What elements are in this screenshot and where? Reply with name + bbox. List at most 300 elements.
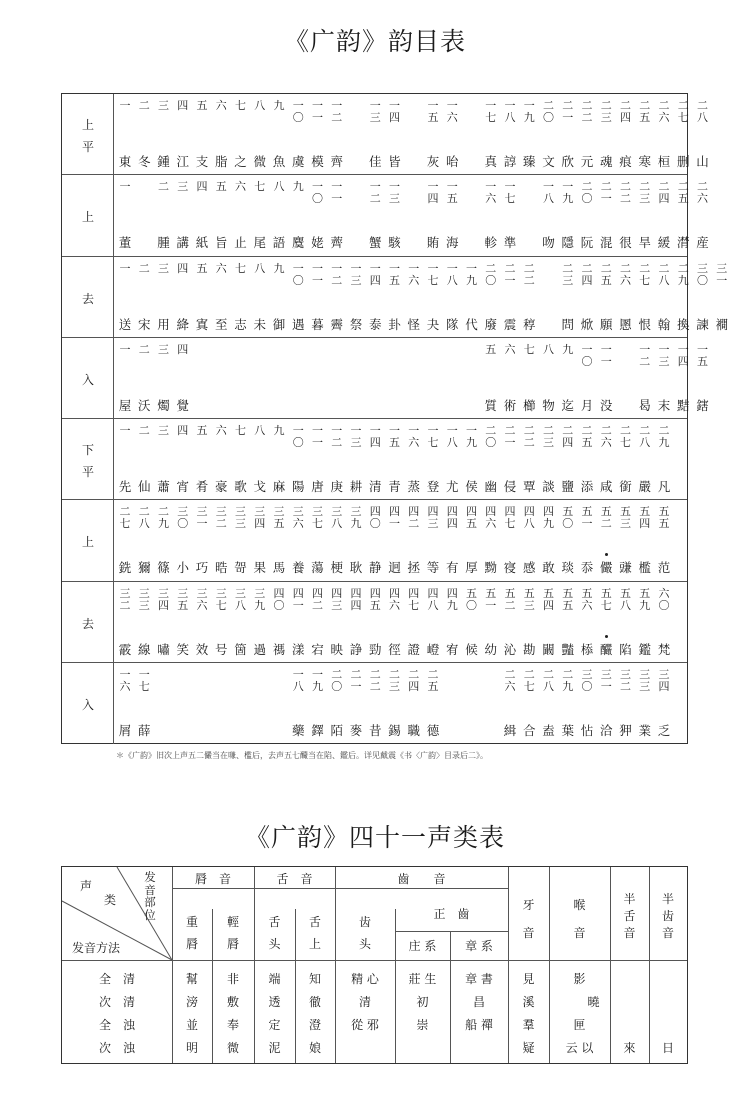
rhyme-char: 霰 xyxy=(118,641,132,657)
rhyme-number: 一 六 xyxy=(446,99,458,124)
rhyme-number: 五 七 xyxy=(600,586,612,612)
initial-cell: 透 xyxy=(268,995,281,1009)
initial-cell: 定 xyxy=(268,1018,281,1032)
rhyme-char: 燭 xyxy=(157,397,170,413)
initial-cell: 崇 xyxy=(416,1018,429,1032)
rhyme-number: 三 五 xyxy=(273,505,285,531)
tone-label xyxy=(62,338,114,418)
col-zhuangxi: 庄 系 xyxy=(408,939,437,953)
rhyme-char: 笑 xyxy=(176,641,189,657)
rhyme-number: 四 一 xyxy=(292,586,304,612)
rhyme-number: 八 xyxy=(254,424,266,437)
rhyme-number: 四 二 xyxy=(408,505,420,531)
rhyme-number: 三 二 xyxy=(215,505,227,531)
rhyme-number: 一 二 xyxy=(331,99,343,124)
rhyme-number: 二 二 xyxy=(620,180,631,206)
table1-title: 《广韵》韵目表 xyxy=(283,27,466,56)
rhyme-number: 一 九 xyxy=(562,180,574,206)
rhyme-number: 一 一 xyxy=(312,424,323,449)
rhyme-number: 一 xyxy=(119,424,131,437)
initial-cell: 娘 xyxy=(308,1041,321,1055)
rhyme-char: 勘 xyxy=(522,641,536,657)
rhyme-char: 養 xyxy=(291,560,305,576)
rhyme-number: 二 九 xyxy=(658,424,670,449)
rhyme-char: 代 xyxy=(465,316,478,332)
rhyme-number: 二 五 xyxy=(600,261,612,287)
rhyme-number: 二 一 xyxy=(504,424,516,449)
rhyme-char: 祭 xyxy=(349,316,363,332)
rhyme-char: 肴 xyxy=(195,479,209,494)
rhyme-char: 證 xyxy=(407,641,420,657)
rhyme-number: 四 二 xyxy=(312,586,323,612)
rhyme-number: 一 三 xyxy=(350,424,362,449)
rhyme-number: 二 xyxy=(138,424,150,437)
col-houyin: 喉 音 xyxy=(573,898,586,940)
rhyme-number: 二 〇 xyxy=(485,261,497,287)
initial-cell: 明 xyxy=(185,1041,198,1055)
rhyme-char: 釅 xyxy=(599,641,613,657)
initial-cell: 徹 xyxy=(308,995,321,1009)
rhyme-number: 一 八 xyxy=(543,180,554,206)
rhyme-char: 卦 xyxy=(388,316,401,332)
rhyme-number: 二 一 xyxy=(504,261,516,287)
rhyme-number: 六 xyxy=(215,99,227,112)
rhyme-number: 一 三 xyxy=(369,99,381,124)
rhyme-number: 四 八 xyxy=(523,505,535,531)
rhyme-number: 三 七 xyxy=(312,505,323,531)
rhyme-char: 怪 xyxy=(407,316,420,332)
col-sheshang: 舌 上 xyxy=(308,915,321,951)
rhyme-char: 齊 xyxy=(330,154,343,169)
rhyme-char: 徑 xyxy=(388,641,401,657)
rhyme-number: 一 〇 xyxy=(292,424,304,449)
rhyme-number: 二 四 xyxy=(620,99,631,124)
rhyme-number: 一 七 xyxy=(138,667,150,693)
rhyme-number: 一 〇 xyxy=(292,261,304,287)
rhyme-number: 八 xyxy=(543,342,554,356)
rhyme-char: 鑑 xyxy=(638,641,651,657)
rhyme-char: 侯 xyxy=(465,479,478,494)
rhyme-char: 準 xyxy=(503,235,517,251)
rhyme-char: 幼 xyxy=(484,641,497,657)
rhyme-char: 止 xyxy=(234,235,247,251)
rhyme-number: 二 二 xyxy=(369,667,381,693)
rhyme-char: 遇 xyxy=(291,316,305,332)
initial-cell: 非 xyxy=(226,972,239,986)
col-banshe: 半 舌 音 xyxy=(623,892,636,940)
rhyme-char: 薛 xyxy=(137,722,151,738)
marker-dot xyxy=(605,553,608,556)
rhyme-number: 一 〇 xyxy=(581,342,593,368)
tone-char: 平 xyxy=(81,140,94,154)
col-chitou: 齿 头 xyxy=(358,915,371,951)
group-zhengchi: 正 齒 xyxy=(433,907,470,921)
tone-label xyxy=(62,582,114,662)
rhyme-number: 一 五 xyxy=(427,99,439,124)
rhyme-number: 四 xyxy=(177,424,189,437)
rhyme-number: 一 七 xyxy=(427,424,439,449)
rhyme-number: 三 xyxy=(158,342,169,356)
rhyme-char: 忝 xyxy=(580,560,594,576)
rhyme-char: 賄 xyxy=(426,235,440,251)
rhyme-number: 三 四 xyxy=(158,586,169,612)
rhyme-char: 阮 xyxy=(580,235,594,251)
rhyme-number: 二 〇 xyxy=(485,424,497,449)
rhyme-number: 一 五 xyxy=(446,180,458,206)
rhyme-char: 銜 xyxy=(619,479,632,494)
rhyme-number: 四 六 xyxy=(485,505,497,531)
rhyme-char: 潸 xyxy=(676,235,690,251)
rhyme-number: 一 四 xyxy=(369,261,381,287)
rhyme-row xyxy=(62,94,709,175)
rhyme-char: 篠 xyxy=(157,560,170,576)
rhyme-number: 四 一 xyxy=(389,505,400,531)
rhyme-number: 一 九 xyxy=(466,261,477,287)
rhyme-char: 有 xyxy=(445,560,459,576)
rhyme-char: 緩 xyxy=(657,235,671,251)
rhyme-number: 二 九 xyxy=(158,505,169,531)
rhyme-char: 小 xyxy=(176,560,189,576)
rhyme-char: 月 xyxy=(580,397,594,413)
rhyme-char: 泰 xyxy=(368,316,382,332)
rhyme-char: 梵 xyxy=(657,641,671,657)
rhyme-char: 感 xyxy=(522,560,536,576)
rhyme-char: 海 xyxy=(445,235,459,251)
rhyme-number: 二 五 xyxy=(677,180,689,206)
initial-cell: 澄 xyxy=(308,1018,321,1032)
rhyme-number: 七 xyxy=(235,261,246,275)
rhyme-char: 鹽 xyxy=(561,479,574,494)
rhyme-char: 職 xyxy=(407,722,420,738)
rhyme-number: 二 〇 xyxy=(331,667,343,693)
rhyme-number: 一 〇 xyxy=(312,180,323,206)
col-zhongchun: 重 脣 xyxy=(185,915,198,951)
rhyme-number: 二 一 xyxy=(600,180,612,206)
rhyme-char: 寑 xyxy=(503,560,517,576)
rhyme-number: 五 八 xyxy=(620,586,631,612)
rhyme-number: 六 xyxy=(215,261,227,275)
rhyme-char: 蕭 xyxy=(157,479,170,494)
rhyme-char: 物 xyxy=(542,397,555,413)
rhyme-char: 登 xyxy=(426,479,440,494)
col-shetou: 舌 头 xyxy=(268,915,281,951)
rhyme-char: 隊 xyxy=(445,316,459,332)
rhyme-number: 二 七 xyxy=(523,667,535,693)
rhyme-char: 宥 xyxy=(445,641,459,657)
rhyme-char: 候 xyxy=(465,641,478,657)
rhyme-number: 九 xyxy=(562,342,574,356)
rhyme-char: 咍 xyxy=(445,154,459,169)
rhyme-number: 一 二 xyxy=(639,342,651,368)
rhyme-char: 咸 xyxy=(599,479,613,494)
rhyme-number: 二 三 xyxy=(600,99,612,124)
tone-char: 入 xyxy=(81,372,94,387)
tone-label xyxy=(62,419,114,499)
rhyme-number: 三 五 xyxy=(177,586,189,612)
rhyme-number: 四 六 xyxy=(389,586,400,612)
tone-label xyxy=(62,500,114,580)
rhyme-number: 一 九 xyxy=(523,99,535,124)
rhyme-number: 一 八 xyxy=(446,261,458,287)
rhyme-char: 敢 xyxy=(542,560,555,576)
rhyme-number: 二 二 xyxy=(581,99,593,124)
rhyme-char: 寘 xyxy=(195,316,209,332)
rhyme-char: 檻 xyxy=(638,560,651,576)
rhyme-number: 三 八 xyxy=(331,505,343,531)
initial-cell: 匣 xyxy=(573,1018,586,1032)
rhyme-char: 屑 xyxy=(118,722,132,738)
rhyme-number: 二 四 xyxy=(581,261,593,287)
rhyme-row xyxy=(62,582,687,663)
rhyme-number: 一 七 xyxy=(485,99,497,124)
rhyme-char: 桓 xyxy=(657,154,671,169)
rhyme-row xyxy=(62,257,728,338)
rhyme-number: 五 xyxy=(196,99,208,112)
group-sheyin: 舌 音 xyxy=(276,872,313,886)
rhyme-char: 青 xyxy=(388,479,401,494)
rhyme-char: 怗 xyxy=(580,722,594,738)
rhyme-number: 五 四 xyxy=(639,505,651,531)
tone-label xyxy=(62,663,114,744)
corner-buwei: 发 音 部 位 xyxy=(144,870,156,922)
initial-cell: 莊 生 xyxy=(408,972,437,986)
rhyme-number: 五 〇 xyxy=(466,586,477,612)
rhyme-char: 厚 xyxy=(465,560,478,576)
rhyme-char: 勁 xyxy=(368,641,382,657)
rhyme-char: 震 xyxy=(503,316,517,332)
rhyme-number: 一 四 xyxy=(677,342,689,368)
rhyme-number: 二 八 xyxy=(658,261,670,287)
rhyme-char: 梗 xyxy=(330,560,343,576)
rhyme-number: 四 四 xyxy=(446,505,458,531)
rhyme-char: 業 xyxy=(638,722,651,738)
rhyme-char: 沃 xyxy=(137,397,151,413)
rhyme-row xyxy=(62,338,709,419)
rhyme-char: 幽 xyxy=(484,479,497,494)
tone-char: 入 xyxy=(81,697,94,712)
rhyme-char: 迄 xyxy=(561,397,574,413)
rhyme-char: 欣 xyxy=(561,154,574,169)
rhyme-number: 四 四 xyxy=(350,586,362,612)
rhyme-char: 支 xyxy=(195,154,209,169)
rhyme-char: 緝 xyxy=(503,722,517,738)
rhyme-number: 一 xyxy=(119,342,131,356)
rhyme-number: 二 xyxy=(138,342,150,356)
rhyme-char: 講 xyxy=(176,235,189,251)
rhyme-char: 昔 xyxy=(368,722,382,738)
rhyme-number: 二 二 xyxy=(523,424,535,449)
rhyme-char: 德 xyxy=(426,722,440,738)
rhyme-char: 屋 xyxy=(118,397,132,413)
rhyme-char: 寒 xyxy=(638,154,651,169)
rhyme-number: 一 六 xyxy=(408,261,420,287)
rhyme-number: 一 三 xyxy=(389,180,400,206)
rhyme-char: 葉 xyxy=(561,722,574,738)
rhyme-char: 陽 xyxy=(291,479,305,494)
rhyme-number: 二 〇 xyxy=(543,99,554,124)
rhyme-number: 三 xyxy=(158,261,169,275)
rhyme-number: 六 〇 xyxy=(658,586,670,612)
rhyme-char: 旱 xyxy=(638,235,651,251)
rhyme-char: 先 xyxy=(118,479,132,494)
rhyme-char: 覺 xyxy=(176,397,189,413)
rhyme-number: 二 四 xyxy=(658,180,670,206)
rhyme-char: 董 xyxy=(118,235,132,251)
initial-cell: 日 xyxy=(661,1041,674,1055)
rhyme-number: 四 〇 xyxy=(369,505,381,531)
rhyme-char: 霽 xyxy=(330,316,343,332)
rhyme-char: 箇 xyxy=(234,641,247,657)
rhyme-number: 一 八 xyxy=(504,99,516,124)
initial-cell: 見 xyxy=(522,972,535,986)
rhyme-char: 江 xyxy=(176,154,189,169)
rhyme-number: 一 四 xyxy=(389,99,400,124)
initial-cell: 敷 xyxy=(226,995,239,1009)
rhyme-char: 闞 xyxy=(542,641,555,657)
col-qingchun: 輕 脣 xyxy=(226,915,239,951)
rhyme-char: 麻 xyxy=(272,479,286,494)
rhyme-number: 二 五 xyxy=(427,667,439,693)
rhyme-char: 宕 xyxy=(311,641,324,657)
rhyme-number: 二 一 xyxy=(350,667,362,693)
rhyme-char: 之 xyxy=(234,154,247,169)
rhyme-char: 絳 xyxy=(176,316,189,332)
initial-cell: 章 書 xyxy=(465,972,493,986)
rhyme-char: 哿 xyxy=(234,560,247,576)
rhyme-number: 二 九 xyxy=(677,261,689,287)
rhyme-number: 一 八 xyxy=(292,667,304,693)
corner-sheng: 声 xyxy=(80,879,93,893)
rhyme-number: 一 二 xyxy=(369,180,381,206)
rhyme-char: 銑 xyxy=(118,560,132,576)
rhyme-number: 三 一 xyxy=(196,505,208,531)
rhyme-char: 侵 xyxy=(503,479,517,494)
rhyme-char: 狎 xyxy=(619,722,632,738)
rhyme-number: 四 xyxy=(177,342,189,356)
rhyme-number: 三 七 xyxy=(215,586,227,612)
rhyme-number: 二 四 xyxy=(408,667,420,693)
corner-lei: 类 xyxy=(104,893,117,907)
rhyme-number: 七 xyxy=(235,99,246,112)
rhyme-char: 問 xyxy=(561,316,574,332)
rhyme-char: 旨 xyxy=(214,235,228,251)
rhyme-number: 一 九 xyxy=(466,424,477,449)
rhyme-char: 豪 xyxy=(214,479,228,494)
rhyme-number: 三 xyxy=(158,99,169,112)
rhyme-char: 等 xyxy=(426,560,440,576)
rhyme-char: 混 xyxy=(599,235,613,251)
rhyme-char: 魂 xyxy=(599,154,613,169)
rhyme-number: 一 五 xyxy=(389,261,400,287)
rhyme-char: 脂 xyxy=(214,154,228,169)
initial-cell: 並 xyxy=(185,1018,198,1032)
rhyme-number: 三 〇 xyxy=(177,505,189,531)
rhyme-number: 一 〇 xyxy=(292,99,304,124)
rhyme-number: 四 xyxy=(177,261,189,275)
rhyme-number: 四 八 xyxy=(427,586,439,612)
rhyme-char: 稕 xyxy=(522,316,536,332)
rhyme-char: 没 xyxy=(599,397,613,413)
rhyme-number: 五 三 xyxy=(523,586,535,612)
rhyme-char: 乏 xyxy=(657,722,671,738)
rhyme-number: 五 五 xyxy=(562,586,574,612)
rhyme-char: 仙 xyxy=(137,479,151,494)
rhyme-number: 五 五 xyxy=(658,505,670,531)
rhyme-number: 二 七 xyxy=(620,424,631,449)
rhyme-number: 一 四 xyxy=(427,180,439,206)
initials-table xyxy=(61,866,688,1064)
rhyme-char: 洽 xyxy=(599,722,613,738)
rhyme-number: 四 xyxy=(196,180,208,194)
rhyme-number: 一 xyxy=(119,261,131,275)
rhyme-number: 一 一 xyxy=(600,342,612,368)
initial-cell: 奉 xyxy=(226,1018,239,1032)
rhyme-char: 慁 xyxy=(619,316,632,332)
initial-cell: 清 xyxy=(358,995,371,1009)
rhyme-char: 用 xyxy=(157,316,170,332)
tone-label xyxy=(62,94,114,174)
rhyme-char: 藥 xyxy=(291,722,305,738)
rhyme-number: 二 xyxy=(138,99,150,112)
rhyme-number: 二 xyxy=(158,180,169,194)
rhyme-number: 一 六 xyxy=(485,180,497,206)
rhyme-number: 四 〇 xyxy=(273,586,285,612)
initial-cell: 羣 xyxy=(522,1018,535,1032)
rhyme-number: 三 三 xyxy=(639,667,651,693)
rhyme-char: 宋 xyxy=(137,316,151,332)
rhyme-char: 佳 xyxy=(368,154,382,169)
initial-cell: 曉 xyxy=(587,995,600,1009)
rhyme-char: 翰 xyxy=(657,316,671,332)
rhyme-number: 五 〇 xyxy=(562,505,574,531)
initial-cell: 昌 xyxy=(472,995,485,1009)
rhyme-char: 麥 xyxy=(349,722,363,738)
rhyme-char: 駭 xyxy=(388,235,401,251)
rhyme-char: 虞 xyxy=(291,154,305,169)
rhyme-char: 很 xyxy=(619,235,632,251)
rhyme-char: 夬 xyxy=(426,316,440,332)
rhyme-number: 四 xyxy=(177,99,189,112)
rhyme-number: 一 xyxy=(119,99,131,112)
rhyme-char: 質 xyxy=(484,397,497,413)
rhyme-number: 二 六 xyxy=(504,667,516,693)
rhyme-number: 九 xyxy=(273,99,285,112)
rhyme-char: 志 xyxy=(234,316,247,332)
rhyme-char: 真 xyxy=(484,154,497,169)
rhyme-number: 四 五 xyxy=(466,505,477,531)
rhyme-char: 送 xyxy=(118,316,132,332)
rhyme-number: 一 xyxy=(119,180,131,194)
method-label: 次 浊 xyxy=(98,1041,135,1055)
rhyme-number: 二 五 xyxy=(581,424,593,449)
rhyme-number: 三 〇 xyxy=(581,667,593,693)
rhyme-number: 一 七 xyxy=(427,261,439,287)
rhyme-number: 一 六 xyxy=(408,424,420,449)
rhyme-number: 一 五 xyxy=(389,424,400,449)
rhyme-char: 冬 xyxy=(137,154,151,169)
rhyme-char: 庚 xyxy=(330,479,343,494)
rhyme-number: 五 xyxy=(485,342,497,356)
rhyme-char: 沁 xyxy=(503,641,517,657)
rhyme-char: 元 xyxy=(580,154,594,169)
rhyme-number: 六 xyxy=(235,180,246,194)
tone-char: 上 xyxy=(81,535,94,550)
rhyme-number: 五 四 xyxy=(543,586,554,612)
rhyme-row xyxy=(62,500,687,581)
initial-cell: 影 xyxy=(573,972,586,986)
rhyme-number: 八 xyxy=(273,180,285,194)
rhyme-number: 五 二 xyxy=(504,586,516,612)
